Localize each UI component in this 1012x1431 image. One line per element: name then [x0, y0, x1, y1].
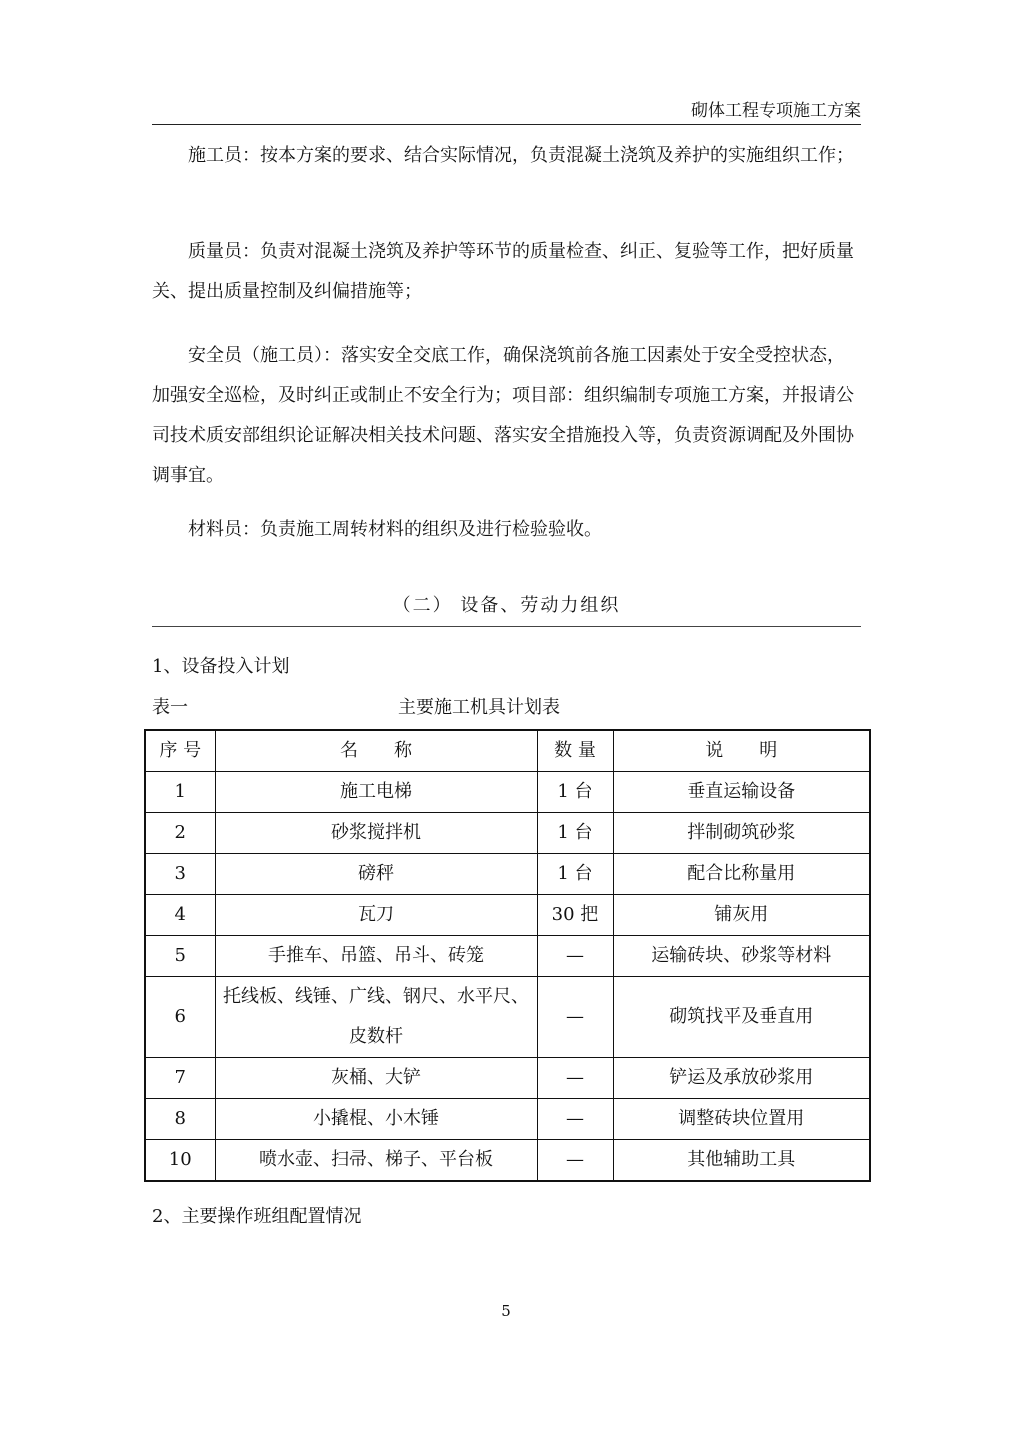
cell-description: 铺灰用 [613, 895, 870, 936]
cell-description: 铲运及承放砂浆用 [613, 1058, 870, 1099]
section-title: （二） 设备、劳动力组织 [392, 595, 621, 616]
table-row [145, 1140, 870, 1182]
cell-index: 5 [145, 936, 215, 977]
cell-index: 3 [145, 854, 215, 895]
running-header: 砌体工程专项施工方案 [691, 101, 861, 121]
cell-quantity: 1 台 [537, 854, 613, 895]
cell-quantity: 1 台 [537, 772, 613, 813]
header-index: 序 号 [145, 730, 215, 772]
cell-quantity: 30 把 [537, 895, 613, 936]
cell-name: 施工电梯 [215, 772, 537, 813]
paragraph-materials-staff: 材料员：负责施工周转材料的组织及进行检验验收。 [188, 519, 602, 540]
table-row [145, 854, 870, 895]
equipment-table [144, 729, 871, 1182]
cell-name: 手推车、吊篮、吊斗、砖笼 [215, 936, 537, 977]
cell-description: 拌制砌筑砂浆 [613, 813, 870, 854]
paragraph-quality-staff: 质量员：负责对混凝土浇筑及养护等环节的质量检查、纠正、复验等工作，把好质量关、提出质量控制及纠偏措施等； [152, 241, 854, 302]
cell-quantity: — [537, 977, 613, 1058]
table-row [145, 772, 870, 813]
cell-description: 运输砖块、砂浆等材料 [613, 936, 870, 977]
table-row [145, 977, 870, 1058]
table-number: 表一 [152, 697, 188, 718]
cell-description: 其他辅助工具 [613, 1140, 870, 1182]
cell-index: 8 [145, 1099, 215, 1140]
cell-quantity: 1 台 [537, 813, 613, 854]
cell-quantity: — [537, 1140, 613, 1182]
cell-name: 磅秤 [215, 854, 537, 895]
paragraph-construction-staff: 施工员：按本方案的要求、结合实际情况，负责混凝土浇筑及养护的实施组织工作； [188, 145, 854, 166]
cell-description: 调整砖块位置用 [613, 1099, 870, 1140]
table-row [145, 1099, 870, 1140]
cell-index: 10 [145, 1140, 215, 1182]
header-description: 说 明 [613, 730, 870, 772]
cell-description: 砌筑找平及垂直用 [613, 977, 870, 1058]
cell-name: 瓦刀 [215, 895, 537, 936]
cell-index: 4 [145, 895, 215, 936]
subheading-team-config: 2、主要操作班组配置情况 [152, 1206, 362, 1227]
table-caption [152, 694, 868, 722]
cell-index: 1 [145, 772, 215, 813]
cell-quantity: — [537, 1058, 613, 1099]
cell-index: 6 [145, 977, 215, 1058]
paragraph-safety-staff: 安全员（施工员）：落实安全交底工作，确保浇筑前各施工因素处于安全受控状态，加强安全巡检，及时纠正或制止不安全行为；项目部：组织编制专项施工方案，并报请公司技术质安部组织论证解决相关技术问题、落实安全措施投入等，负责资源调配及外围协调事宜。 [152, 345, 854, 486]
cell-quantity: — [537, 936, 613, 977]
table-header-row [145, 730, 870, 772]
table-row [145, 895, 870, 936]
cell-description: 垂直运输设备 [613, 772, 870, 813]
cell-name: 灰桶、大铲 [215, 1058, 537, 1099]
table-row [145, 813, 870, 854]
cell-description: 配合比称量用 [613, 854, 870, 895]
table-row [145, 1058, 870, 1099]
cell-name: 托线板、线锤、广线、钢尺、水平尺、皮数杆 [215, 977, 537, 1058]
header-quantity: 数 量 [537, 730, 613, 772]
cell-name: 小撬棍、小木锤 [215, 1099, 537, 1140]
cell-quantity: — [537, 1099, 613, 1140]
cell-index: 7 [145, 1058, 215, 1099]
subheading-equipment-plan: 1、设备投入计划 [152, 656, 290, 677]
header-rule [152, 124, 861, 125]
header-name: 名 称 [215, 730, 537, 772]
page-number: 5 [501, 1302, 511, 1320]
cell-name: 喷水壶、扫帚、梯子、平台板 [215, 1140, 537, 1182]
table-title: 主要施工机具计划表 [398, 697, 560, 718]
cell-name: 砂浆搅拌机 [215, 813, 537, 854]
table-row [145, 936, 870, 977]
section-rule [152, 626, 861, 627]
cell-index: 2 [145, 813, 215, 854]
